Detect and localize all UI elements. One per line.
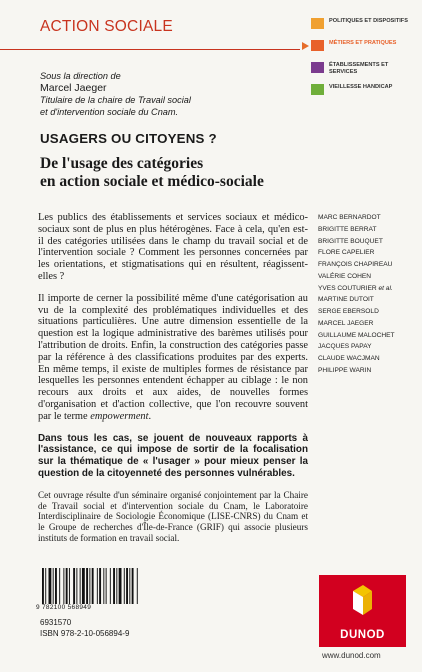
editor-name: Marcel Jaeger (40, 82, 107, 94)
author-name: BRIGITTE BERRAT (318, 225, 377, 233)
author-name: MARC BERNARDOT (318, 214, 381, 221)
author-name: PHILIPPE WARIN (318, 366, 372, 374)
author-name: VALÉRIE COHEN (318, 272, 372, 280)
editor-role: et d'intervention sociale du Cnam. (40, 107, 179, 117)
subtitle-line: en action sociale et médico-sociale (40, 173, 264, 190)
collection-legend (311, 18, 416, 106)
paragraph: Il importe de cerner la possibilité même d'une catégorisation au vu de la complexité des problématiques individuelles et des situations particulières. Une autre dimension essentielle de la question est la logique administrative des barèmes utilisés pour l'attribution de droits. Enfin, la construction des catégories passe par la référence à des classifications produites par des experts. En même temps, il existe de multiples formes de résistance par lesquelles les personnes entendent échapper au ciblage : le non recours aux droits et aux aides, de nouvelles formes d'organisation et d'action collective, que l'on recouvre souvent par le terme empowerment. (38, 292, 308, 422)
series-name: ACTION SOCIALE (40, 18, 173, 35)
selected-arrow-icon (302, 42, 309, 50)
author-name: CLAUDE WACJMAN (318, 355, 380, 362)
legend-item-metiers (311, 40, 416, 62)
paragraph: Cet ouvrage résulte d'un séminaire organisé conjointement par la Chaire de Travail social et d'intervention sociale du Cnam, le Laboratoire Interdisciplinaire de Sociologie Économique (LISE-CNRS) du Cnam et le Groupe de recherches d'Île-de-France (GRIF) qui associe plusieurs instituts de formation en travail social. (38, 489, 308, 543)
legend-item-vieillesse (311, 84, 416, 106)
publisher-name: DUNOD (340, 629, 385, 641)
editor-role: Titulaire de la chaire de Travail social (40, 95, 191, 105)
book-title: USAGERS OU CITOYENS ? (40, 131, 217, 146)
authors-list (318, 212, 418, 377)
author-name: SERGE EBERSOLD (318, 308, 379, 315)
publisher-emblem-icon (319, 575, 406, 625)
book-subtitle (40, 155, 320, 191)
editor-intro: Sous la direction de (40, 71, 121, 81)
legend-item-politiques (311, 18, 416, 40)
product-code: 6931570 (40, 618, 72, 627)
series-divider (0, 49, 300, 50)
barcode-number: 9 782100 568949 (36, 604, 92, 611)
publisher-logo (319, 575, 406, 647)
author-name: FRANÇOIS CHAPIREAU (318, 261, 393, 268)
barcode (40, 568, 152, 604)
author-name: FLORE CAPELIER (318, 249, 375, 257)
legend-label: POLITIQUES ET DISPOSITIFS (329, 18, 408, 24)
author-name: MARCEL JAEGER (318, 319, 374, 327)
legend-label: VIEILLESSE HANDICAP (329, 84, 393, 90)
paragraph: Les publics des établissements et services sociaux et médico-sociaux sont de plus en plus hétérogènes. Face à cela, qu'en est-il des catégories utilisées dans le champ du travail social et de l'intervention sociale ? Comment les personnes concernées par les orientations, et stigmatisations qui en résultent, réagissent-elles ? (38, 212, 308, 282)
highlight-paragraph: Dans tous les cas, se jouent de nouveaux rapports à l'assistance, ce qui impose de sortir de la focalisation sur la thématique de « l'usager » pour mieux penser la question de la citoyenneté des personnes vulnérables. (38, 432, 308, 479)
legend-swatch (311, 84, 324, 95)
description (38, 212, 308, 554)
legend-label: ÉTABLISSEMENTS ET SERVICES (329, 62, 389, 75)
legend-item-etablissements (311, 62, 416, 84)
author-name: GUILLAUME MALOCHET (318, 331, 395, 339)
author-name: JACQUES PAPAY (318, 343, 372, 351)
publisher-url: www.dunod.com (322, 651, 381, 660)
isbn: ISBN 978-2-10-056894-9 (40, 629, 130, 638)
emphasis: empowerment (90, 410, 149, 422)
subtitle-line: De l'usage des catégories (40, 155, 204, 172)
author-name: BRIGITTE BOUQUET (318, 237, 383, 245)
author-name: MARTINE DUTOIT (318, 296, 374, 304)
legend-swatch (311, 62, 324, 73)
editor-block (40, 70, 191, 118)
legend-swatch (311, 18, 324, 29)
legend-label: MÉTIERS ET PRATIQUES (329, 40, 397, 46)
legend-swatch (311, 40, 324, 51)
author-name: YVES COUTURIER et al. (318, 284, 393, 292)
